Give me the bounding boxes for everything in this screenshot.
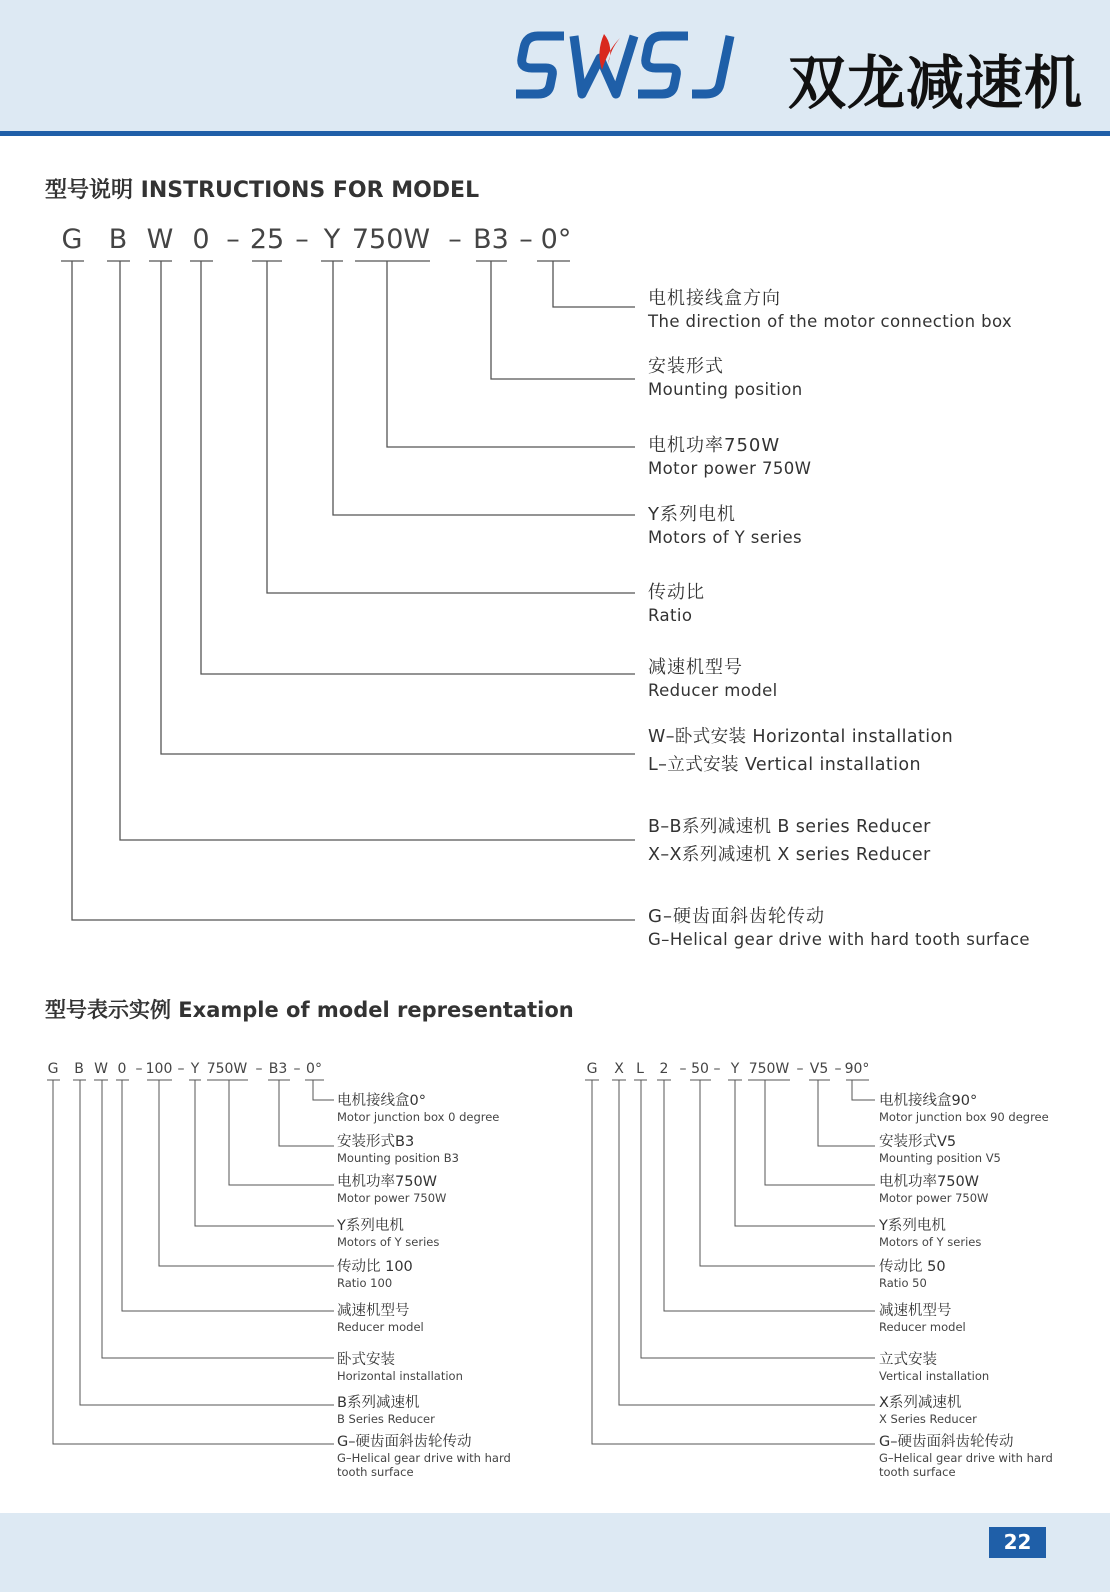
code-dash: – xyxy=(293,1061,301,1077)
label-zh: 减速机型号 xyxy=(879,1303,952,1319)
label-line: L–立式安装 Vertical installation xyxy=(648,755,921,775)
example-left-label-box xyxy=(337,1093,499,1124)
label-zh: G–硬齿面斜齿轮传动 xyxy=(879,1434,1014,1450)
label-zh: 电机接线盒0° xyxy=(337,1093,426,1109)
label-zh: 电机功率750W xyxy=(648,435,781,456)
label-line: X–X系列减速机 X series Reducer xyxy=(648,845,931,865)
example-right-label-ratio xyxy=(879,1259,946,1290)
code-part: 750W xyxy=(206,1061,248,1077)
example-right-label-gear xyxy=(879,1434,1053,1479)
label-en: X Series Reducer xyxy=(879,1412,977,1426)
label-zh: 安装形式V5 xyxy=(879,1134,957,1150)
label-zh: Y系列电机 xyxy=(648,504,736,525)
label-en: G–Helical gear drive with hard tooth surface xyxy=(648,930,1030,949)
label-zh: 传动比 xyxy=(648,582,705,603)
code-part: G xyxy=(586,1061,598,1077)
example-left-label-power xyxy=(337,1174,446,1205)
label-en: B Series Reducer xyxy=(337,1412,435,1426)
example-left-label-series xyxy=(337,1218,439,1249)
example-right-label-box xyxy=(879,1093,1049,1124)
label-en: tooth surface xyxy=(879,1465,956,1479)
code-part: 2 xyxy=(659,1061,669,1077)
label-en: Ratio xyxy=(648,606,693,625)
code-part: 0 xyxy=(117,1061,127,1077)
example-left-label-mounting xyxy=(337,1134,459,1165)
example-right-label-model xyxy=(879,1303,966,1334)
code-dash: – xyxy=(135,1061,143,1077)
label-zh: B系列减速机 xyxy=(337,1395,420,1411)
code-part-g: G xyxy=(61,224,83,255)
code-part-ratio: 25 xyxy=(249,224,285,255)
label-en: Motor junction box 90 degree xyxy=(879,1110,1049,1124)
label-en: Motors of Y series xyxy=(337,1235,440,1249)
label-en: Motors of Y series xyxy=(648,528,803,547)
label-zh: 减速机型号 xyxy=(337,1303,410,1319)
example-right-label-power xyxy=(879,1174,988,1205)
label-zh: 安装形式 xyxy=(648,356,724,377)
code-dash: – xyxy=(796,1061,804,1077)
code-part: Y xyxy=(730,1061,740,1077)
example-right-label-series xyxy=(879,1218,981,1249)
code-dash: – xyxy=(679,1061,687,1077)
label-zh: G–硬齿面斜齿轮传动 xyxy=(648,906,825,927)
brand-name: 双龙减速机 xyxy=(788,49,1084,117)
code-part: 750W xyxy=(748,1061,790,1077)
example-left-label-ratio xyxy=(337,1259,413,1290)
label-zh: 传动比 50 xyxy=(879,1259,946,1275)
code-part: G xyxy=(47,1061,59,1077)
label-en: G–Helical gear drive with hard xyxy=(879,1451,1053,1465)
label-en: Motors of Y series xyxy=(879,1235,982,1249)
code-dash: – xyxy=(713,1061,721,1077)
label-zh: 传动比 100 xyxy=(337,1259,413,1275)
label-zh: Y系列电机 xyxy=(879,1218,946,1234)
label-zh: X系列减速机 xyxy=(879,1395,962,1411)
code-part: 0° xyxy=(306,1061,322,1077)
label-line: B–B系列减速机 B series Reducer xyxy=(648,817,931,837)
label-en: G–Helical gear drive with hard xyxy=(337,1451,511,1465)
label-zh: 减速机型号 xyxy=(648,657,743,678)
footer-band xyxy=(0,1513,1110,1592)
label-en: Ratio 100 xyxy=(337,1276,393,1290)
code-part: X xyxy=(614,1061,624,1077)
example-left-label-reducer-series xyxy=(337,1395,435,1426)
example-right-label-mounting xyxy=(879,1134,1001,1165)
code-part: 100 xyxy=(145,1061,173,1077)
code-part-y: Y xyxy=(323,224,341,255)
page-number: 22 xyxy=(989,1527,1046,1558)
example-left-label-installation xyxy=(337,1352,463,1383)
label-en: Reducer model xyxy=(879,1320,966,1334)
label-zh: 卧式安装 xyxy=(337,1352,395,1368)
label-en: Mounting position V5 xyxy=(879,1151,1001,1165)
code-dash: – xyxy=(255,1061,263,1077)
code-part: V5 xyxy=(809,1061,829,1077)
label-zh: 电机接线盒方向 xyxy=(648,288,781,309)
code-part: B xyxy=(74,1061,84,1077)
label-en: Motor power 750W xyxy=(648,459,812,478)
code-dash: – xyxy=(448,224,462,255)
section2-title: 型号表示实例 Example of model representation xyxy=(45,998,574,1022)
example-right-label-reducer-series xyxy=(879,1395,977,1426)
code-part-angle: 0° xyxy=(540,224,572,255)
code-part: B3 xyxy=(268,1061,288,1077)
code-part-w: W xyxy=(146,224,174,255)
label-zh: 电机功率750W xyxy=(879,1174,980,1190)
code-dash: – xyxy=(177,1061,185,1077)
label-en: Mounting position xyxy=(648,380,803,399)
code-dash: – xyxy=(834,1061,842,1077)
example-left-label-gear xyxy=(337,1434,511,1479)
code-part: L xyxy=(636,1061,644,1077)
label-en: Ratio 50 xyxy=(879,1276,927,1290)
label-en: tooth surface xyxy=(337,1465,414,1479)
label-zh: 电机接线盒90° xyxy=(879,1093,978,1109)
label-zh: 立式安装 xyxy=(879,1352,937,1368)
code-part: Y xyxy=(190,1061,200,1077)
code-part-mount: B3 xyxy=(473,224,509,255)
example-right-label-installation xyxy=(879,1352,989,1383)
label-zh: G–硬齿面斜齿轮传动 xyxy=(337,1434,472,1450)
label-en: The direction of the motor connection box xyxy=(648,312,1013,331)
label-en: Horizontal installation xyxy=(337,1369,463,1383)
code-part: W xyxy=(94,1061,108,1077)
label-line: W–卧式安装 Horizontal installation xyxy=(648,727,954,747)
label-en: Vertical installation xyxy=(879,1369,990,1383)
code-part-power: 750W xyxy=(351,224,431,255)
label-en: Mounting position B3 xyxy=(337,1151,459,1165)
code-part-b: B xyxy=(108,224,128,255)
code-part: 90° xyxy=(844,1061,870,1077)
label-zh: 安装形式B3 xyxy=(337,1134,415,1150)
code-dash: – xyxy=(295,224,309,255)
section1-title: 型号说明 INSTRUCTIONS FOR MODEL xyxy=(45,178,480,203)
example-left-label-model xyxy=(337,1303,424,1334)
label-zh: 电机功率750W xyxy=(337,1174,438,1190)
code-part-0: 0 xyxy=(192,224,210,255)
label-en: Reducer model xyxy=(337,1320,424,1334)
label-zh: Y系列电机 xyxy=(337,1218,404,1234)
label-en: Reducer model xyxy=(648,681,778,700)
label-en: Motor junction box 0 degree xyxy=(337,1110,500,1124)
label-en: Motor power 750W xyxy=(879,1191,989,1205)
code-dash: – xyxy=(226,224,240,255)
code-dash: – xyxy=(519,224,533,255)
label-en: Motor power 750W xyxy=(337,1191,447,1205)
code-part: 50 xyxy=(691,1061,709,1077)
